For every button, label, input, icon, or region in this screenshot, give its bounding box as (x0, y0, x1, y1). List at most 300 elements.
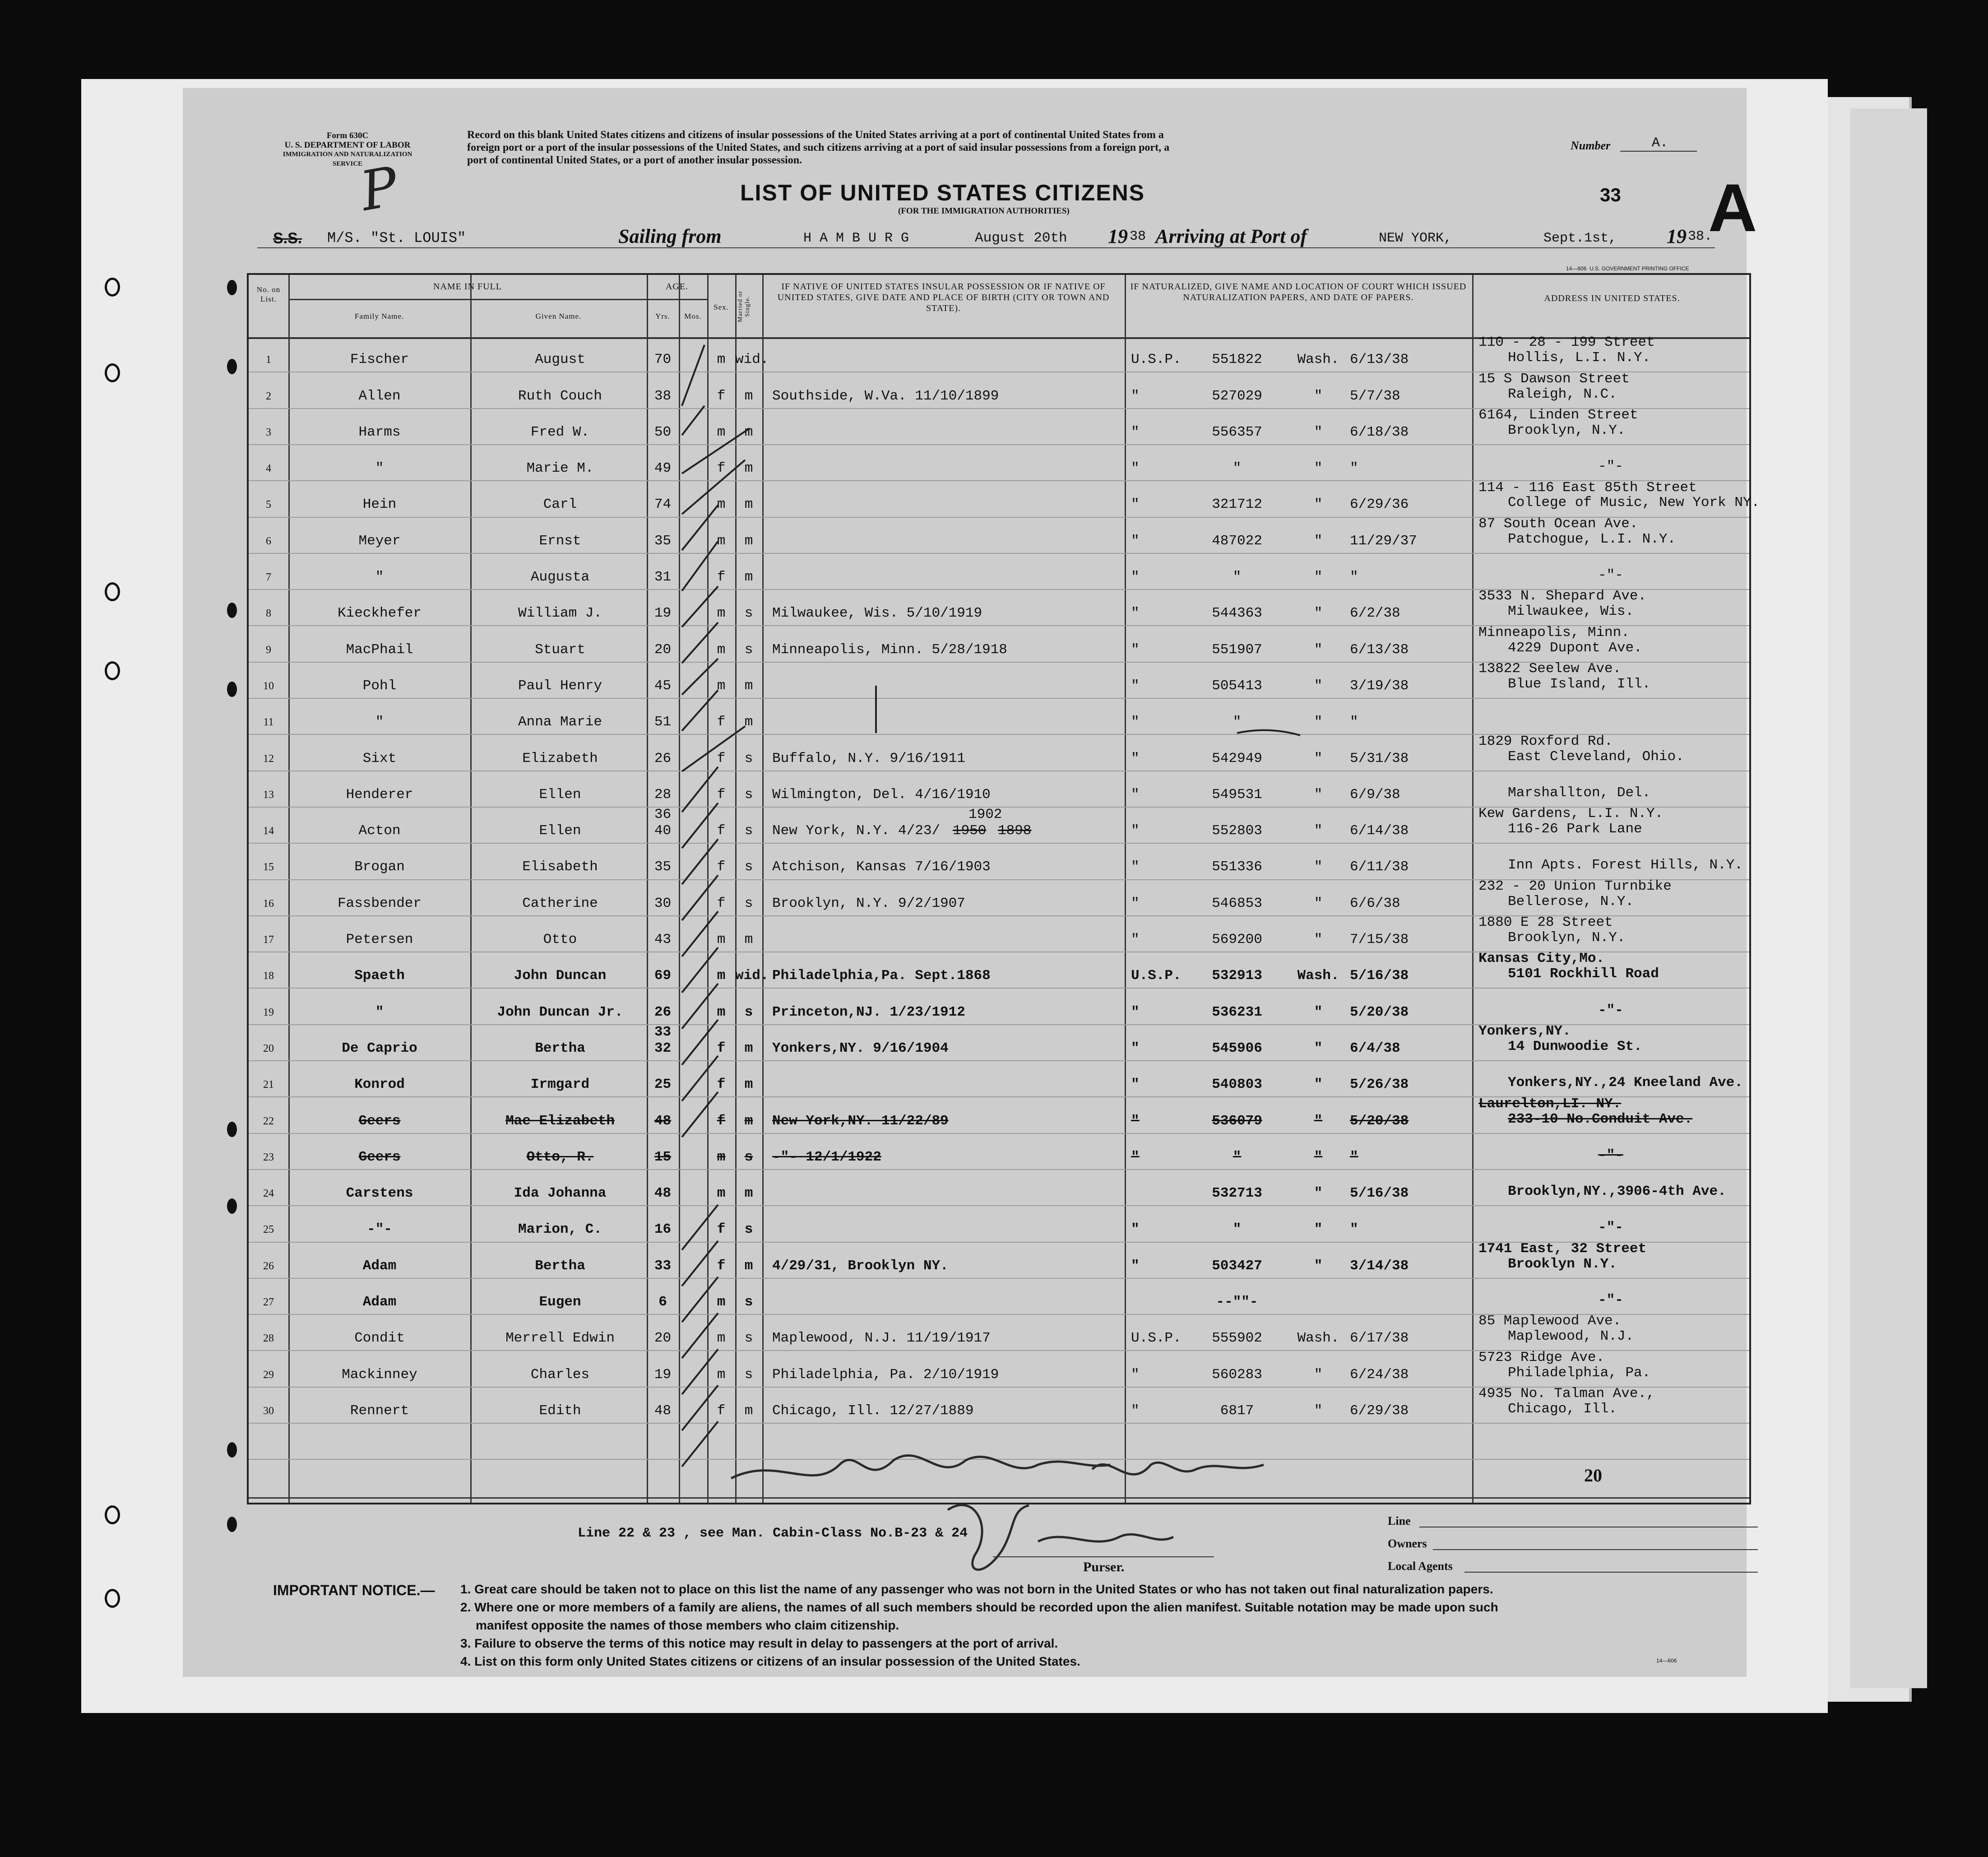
line-label: Line (1388, 1514, 1411, 1527)
cell-sex: f (717, 714, 726, 730)
cell-court: " (1131, 714, 1140, 730)
sailing-port: H A M B U R G (803, 231, 909, 246)
punch-hole (227, 359, 237, 374)
cell-court: " (1131, 424, 1140, 440)
cell-address-line1: 85 Maplewood Ave. (1478, 1313, 1622, 1329)
cell-no: 19 (263, 1006, 274, 1018)
cell-birth: Brooklyn, N.Y. 9/2/1907 (772, 895, 965, 911)
cell-age: 19 (654, 605, 672, 622)
cell-address-line2: -"- (1598, 1147, 1623, 1163)
cell-no: 22 (263, 1115, 274, 1127)
cell-age: 6 (658, 1294, 667, 1310)
cell-court: " (1131, 932, 1140, 948)
arrival-date: Sept.1st, (1543, 231, 1617, 246)
cell-loc: " (1314, 895, 1323, 911)
cell-cert: 527029 (1212, 388, 1262, 404)
cell-family: Hein (362, 497, 397, 513)
cell-cert: 544363 (1212, 605, 1262, 622)
number-value: A. (1652, 135, 1668, 151)
cell-age: 38 (654, 388, 672, 404)
cell-age: 49 (654, 460, 672, 477)
cell-no: 12 (263, 752, 274, 765)
cell-address-line2: -"- (1598, 1002, 1623, 1018)
signatures (722, 1438, 1354, 1582)
manifest-remark: Line 22 & 23 , see Man. Cabin-Class No.B-23 & 24 (578, 1526, 968, 1541)
cell-loc: " (1314, 1185, 1323, 1202)
cell-address-line1: Minneapolis, Minn. (1478, 624, 1630, 641)
cell-address-line2: Blue Island, Ill. (1508, 676, 1651, 692)
form-agency (280, 131, 415, 169)
cell-age: 69 (654, 968, 672, 984)
cell-loc: " (1314, 750, 1323, 766)
cell-date: 5/20/38 (1350, 1113, 1409, 1129)
cell-cert: 536079 (1212, 1113, 1262, 1129)
department-name: U. S. DEPARTMENT OF LABOR (284, 140, 411, 150)
punch-hole (227, 1122, 237, 1137)
cell-sex: m (717, 497, 726, 513)
cell-loc: " (1314, 1221, 1323, 1238)
cell-no: 8 (266, 608, 271, 620)
cell-loc: " (1314, 1258, 1323, 1274)
cell-address-line2: Marshallton, Del. (1508, 785, 1651, 801)
cell-address-line1: Kew Gardens, L.I. N.Y. (1478, 806, 1664, 822)
cell-date: " (1350, 714, 1358, 730)
cell-no: 21 (263, 1079, 274, 1091)
cell-sex: f (717, 388, 726, 404)
cell-court: " (1131, 1221, 1140, 1238)
cell-court: " (1131, 460, 1140, 477)
arrival-year-prefix: 19 (1667, 225, 1687, 247)
header-yrs: Yrs. (655, 312, 670, 320)
cell-sex: m (717, 968, 726, 984)
cell-sex: f (717, 859, 726, 875)
voyage-underline (257, 247, 1715, 248)
cell-address-line1: 232 - 20 Union Turnbike (1478, 878, 1672, 894)
arriving-label: Arriving at Port of (1155, 225, 1307, 247)
cell-court: " (1131, 497, 1140, 513)
cell-address-line2: Raleigh, N.C. (1508, 386, 1617, 402)
header-married: Married or Single. (737, 290, 751, 323)
punch-hole (227, 603, 237, 618)
cell-family: Pohl (362, 678, 397, 694)
cell-address-line2: 5101 Rockhill Road (1508, 966, 1659, 982)
cell-address-line1: 114 - 116 East 85th Street (1478, 479, 1697, 496)
cell-loc: " (1314, 605, 1323, 622)
cell-loc: " (1314, 1366, 1323, 1383)
cell-birth-struck: 1898 (998, 823, 1032, 839)
cell-family: Fischer (350, 352, 409, 368)
cell-date: 11/29/37 (1350, 533, 1417, 549)
cell-address-line2: Philadelphia, Pa. (1508, 1365, 1651, 1381)
cell-cert: 536231 (1212, 1004, 1262, 1020)
cell-ms: m (744, 714, 753, 730)
cell-birth: Philadelphia, Pa. 2/10/1919 (772, 1366, 999, 1383)
cell-ms: m (744, 460, 753, 477)
cell-no: 18 (263, 970, 274, 982)
citizens-table (247, 273, 1760, 1504)
cell-court: " (1131, 1366, 1140, 1383)
header-no: No. on List. (256, 285, 281, 303)
cell-no: 6 (266, 535, 271, 547)
cell-family: -"- (367, 1221, 392, 1238)
cell-date: 3/19/38 (1350, 678, 1409, 694)
cell-ms: wid. (735, 968, 769, 984)
cell-birth: Wilmington, Del. 4/16/1910 (772, 786, 991, 803)
cell-given: Bertha (535, 1258, 585, 1274)
punch-hole (227, 1517, 237, 1532)
cell-family: Mackinney (342, 1366, 417, 1383)
cell-court: " (1131, 823, 1140, 839)
cell-court: " (1131, 605, 1140, 622)
cell-given: Mae Elizabeth (505, 1113, 615, 1129)
cell-court: " (1131, 750, 1140, 766)
cell-age: 26 (654, 1004, 672, 1020)
cell-given: Irmgard (530, 1077, 590, 1093)
checkmark-annotations (249, 275, 1753, 1506)
cell-family: Harms (358, 424, 401, 440)
cell-loc: " (1314, 460, 1323, 477)
header-mos: Mos. (684, 312, 702, 320)
cell-family: " (375, 714, 384, 730)
cell-cert: 545906 (1212, 1040, 1262, 1056)
cell-sex: f (717, 460, 726, 477)
cell-date: 5/7/38 (1350, 388, 1400, 404)
cell-ms: m (744, 1185, 753, 1202)
cell-age-correction: 33 (654, 1024, 672, 1040)
cell-given: Ernst (539, 533, 581, 549)
cell-age: 25 (654, 1077, 672, 1093)
cell-no: 2 (266, 390, 271, 402)
cell-cert: 542949 (1212, 750, 1262, 766)
cell-sex: m (717, 1294, 726, 1310)
cell-date: " (1350, 460, 1358, 477)
cell-no: 16 (263, 897, 274, 910)
cell-given: Eugen (539, 1294, 581, 1310)
cell-cert: 546853 (1212, 895, 1262, 911)
cell-date: 6/14/38 (1350, 823, 1409, 839)
cell-loc: " (1314, 1004, 1323, 1020)
cell-age: 50 (654, 424, 672, 440)
cell-sex: m (717, 352, 726, 368)
cell-ms: s (744, 786, 753, 803)
cell-sex: f (717, 786, 726, 803)
cell-given: Charles (530, 1366, 590, 1383)
cell-address-line1: 15 S Dawson Street (1478, 371, 1630, 387)
form-instructions (467, 129, 1169, 167)
cell-date: " (1350, 1221, 1358, 1238)
sailing-year: 38 (1130, 229, 1146, 244)
cell-age: 43 (654, 932, 672, 948)
cell-cert: 555902 (1212, 1330, 1262, 1346)
cell-cert: " (1233, 569, 1242, 585)
cell-address-line2: Hollis, L.I. N.Y. (1508, 350, 1651, 366)
cell-court: " (1131, 1258, 1140, 1274)
cell-address-line2: Patchogue, L.I. N.Y. (1508, 531, 1676, 547)
cell-address-line2: Inn Apts. Forest Hills, N.Y. (1508, 857, 1743, 873)
service-name: IMMIGRATION AND NATURALIZATION SERVICE (283, 151, 412, 167)
cell-date: 6/11/38 (1350, 859, 1409, 875)
sailing-date: August 20th (975, 230, 1067, 246)
cell-loc: " (1314, 678, 1323, 694)
cell-date: 6/13/38 (1350, 352, 1409, 368)
cell-ms: m (744, 569, 753, 585)
instruction-line: foreign port or a port of the insular possessions of the United States, and such citizens arriving at a port of said insular possessions from a foreign port, a (467, 142, 1170, 153)
cell-given: Elizabeth (522, 750, 598, 766)
page-number: 33 (1600, 184, 1621, 205)
form-number: Form 630C (326, 131, 369, 140)
cell-address-line1: Laurelton,LI. NY. (1478, 1096, 1622, 1112)
cell-no: 20 (263, 1042, 274, 1054)
cell-birth-struck: 1950 (953, 823, 987, 839)
cell-birth: Atchison, Kansas 7/16/1903 (772, 859, 991, 875)
cell-no: 25 (263, 1224, 274, 1236)
cell-loc: " (1314, 1077, 1323, 1093)
cell-given: Ellen (539, 823, 581, 839)
cell-sex: f (717, 823, 726, 839)
cell-address-line1: 110 - 28 - 199 Street (1478, 334, 1655, 351)
cell-date: 6/9/38 (1350, 786, 1400, 803)
cell-address-line2: Brooklyn, N.Y. (1508, 422, 1626, 438)
cell-cert: " (1233, 1149, 1242, 1165)
cell-court: " (1131, 569, 1140, 585)
cell-date: 5/16/38 (1350, 968, 1409, 984)
cell-address-line2: Chicago, Ill. (1508, 1401, 1617, 1417)
punch-hole (227, 280, 237, 295)
cell-given: Paul Henry (518, 678, 602, 694)
notice-list (460, 1582, 1769, 1672)
cell-address-line1: 1880 E 28 Street (1478, 915, 1613, 931)
cell-given: William J. (518, 605, 602, 622)
cell-date: 6/4/38 (1350, 1040, 1400, 1056)
cell-age: 48 (654, 1113, 672, 1129)
cell-family: Rennert (350, 1402, 409, 1419)
cell-court: U.S.P. (1131, 352, 1182, 368)
cell-address-line2: -"- (1598, 1292, 1623, 1309)
cell-no: 30 (263, 1405, 274, 1417)
cell-birth: Maplewood, N.J. 11/19/1917 (772, 1330, 991, 1346)
cell-ms: s (744, 1366, 753, 1383)
cell-date: 6/17/38 (1350, 1330, 1409, 1346)
cell-loc: " (1314, 859, 1323, 875)
cell-loc: " (1314, 497, 1323, 513)
cell-court: " (1131, 533, 1140, 549)
page-letter: A (1708, 170, 1757, 246)
sailing-year-prefix: 19 (1108, 225, 1128, 247)
cell-sex: m (717, 1366, 726, 1383)
cell-given: Carl (543, 497, 577, 513)
cell-family: Condit (354, 1330, 405, 1346)
cell-birth: -"- 12/1/1922 (772, 1149, 881, 1165)
cell-court: " (1131, 786, 1140, 803)
notice-item: 3. Failure to observe the terms of this notice may result in delay to passengers at the port of arrival. (460, 1636, 1058, 1650)
cell-ms: wid. (735, 352, 769, 368)
cell-birth: Minneapolis, Minn. 5/28/1918 (772, 641, 1007, 658)
cell-cert: 549531 (1212, 786, 1262, 803)
punch-hole (227, 1442, 237, 1458)
cell-cert: 505413 (1212, 678, 1262, 694)
cell-loc: " (1314, 1040, 1323, 1056)
cell-cert: 540803 (1212, 1077, 1262, 1093)
cell-address-line2: -"- (1598, 459, 1623, 475)
cell-address-line2: Brooklyn N.Y. (1508, 1256, 1617, 1272)
cell-no: 17 (263, 934, 274, 946)
cell-family: Adam (362, 1258, 397, 1274)
header-sex: Sex. (714, 303, 729, 311)
cell-address-line2: Bellerose, N.Y. (1508, 893, 1634, 910)
cell-given: Merrell Edwin (505, 1330, 615, 1346)
cell-date: " (1350, 1149, 1358, 1165)
cell-sex: m (717, 1004, 726, 1020)
cell-address-line2: 116-26 Park Lane (1508, 821, 1642, 837)
cell-court: U.S.P. (1131, 968, 1182, 984)
cell-family: Fassbender (337, 895, 422, 911)
cell-ms: m (744, 932, 753, 948)
cell-address-line1: 1829 Roxford Rd. (1478, 733, 1613, 749)
cell-loc: " (1314, 932, 1323, 948)
cell-cert: 532913 (1212, 968, 1262, 984)
cell-birth: Buffalo, N.Y. 9/16/1911 (772, 750, 965, 766)
cell-age: 48 (654, 1185, 672, 1202)
cell-address-line2: Milwaukee, Wis. (1508, 604, 1634, 620)
cell-loc: " (1314, 1149, 1323, 1165)
cell-given: Anna Marie (518, 714, 602, 730)
cell-given: Catherine (522, 895, 598, 911)
cell-sex: f (717, 569, 726, 585)
cell-address-line2: East Cleveland, Ohio. (1508, 748, 1684, 765)
arrival-port: NEW YORK, (1379, 231, 1452, 246)
cell-address-line2: 14 Dunwoodie St. (1508, 1038, 1642, 1054)
cell-sex: f (717, 895, 726, 911)
cell-age: 51 (654, 714, 672, 730)
cell-date: 6/6/38 (1350, 895, 1400, 911)
cell-no: 27 (263, 1296, 274, 1309)
cell-birth: Princeton,NJ. 1/23/1912 (772, 1004, 965, 1020)
cell-cert: 556357 (1212, 424, 1262, 440)
binder-hole (105, 1589, 120, 1608)
instruction-line: port of continental United States, or a port of another insular possession. (467, 154, 802, 166)
cell-ms: m (744, 1258, 753, 1274)
cell-sex: f (717, 1258, 726, 1274)
cell-address-line2: 4229 Dupont Ave. (1508, 640, 1642, 656)
cell-ms: m (744, 497, 753, 513)
cell-address-line1: 6164, Linden Street (1478, 407, 1638, 423)
header-age: AGE. (665, 282, 689, 292)
cell-cert: " (1233, 1221, 1242, 1238)
cell-given: Marion, C. (518, 1221, 602, 1238)
cell-sex: m (717, 678, 726, 694)
cell-given: Otto (543, 932, 577, 948)
cell-ms: m (744, 533, 753, 549)
notice-item: 1. Great care should be taken not to place on this list the name of any passenger who was not born in the United States or who has not taken out final naturalization papers. (460, 1582, 1493, 1596)
cell-ms: s (744, 1149, 753, 1165)
cell-no: 11 (263, 716, 274, 729)
vessel-name: M/S. "St. LOUIS" (327, 230, 466, 246)
arrival-year: 38. (1688, 229, 1713, 244)
cell-ms: s (744, 1221, 753, 1238)
header-naturalized: IF NATURALIZED, GIVE NAME AND LOCATION OF COURT WHICH ISSUED NATURALIZATION PAPERS, AND DATE OF PAPERS. (1130, 282, 1467, 302)
cell-family: Kieckhefer (337, 605, 422, 622)
header-family: Family Name. (354, 312, 404, 320)
cell-given: John Duncan Jr. (497, 1004, 623, 1020)
cell-ms: s (744, 1004, 753, 1020)
cell-given: August (535, 352, 585, 368)
cell-age: 16 (654, 1221, 672, 1238)
cell-age: 28 (654, 786, 672, 803)
cell-court: " (1131, 1040, 1140, 1056)
cell-family: Henderer (346, 786, 413, 803)
cell-date: 6/13/38 (1350, 641, 1409, 658)
cell-age: 20 (654, 641, 672, 658)
cell-loc: " (1314, 786, 1323, 803)
tick-marks (682, 345, 1300, 1467)
notice-label: IMPORTANT NOTICE.— (273, 1582, 435, 1598)
cell-age: 33 (654, 1258, 672, 1274)
cell-cert: 321712 (1212, 497, 1262, 513)
purser-line (993, 1556, 1214, 1557)
cell-no: 1 (266, 354, 271, 366)
cell-age: 74 (654, 497, 672, 513)
cell-court: " (1131, 1113, 1140, 1129)
cell-given: Ruth Couch (518, 388, 602, 404)
cell-cert: " (1233, 460, 1242, 477)
cell-family: De Caprio (342, 1040, 417, 1056)
cell-court: " (1131, 1402, 1140, 1419)
cell-family: MacPhail (346, 641, 413, 658)
page-stack-right-inner (1850, 108, 1927, 1688)
cell-ms: m (744, 1040, 753, 1056)
cell-court: U.S.P. (1131, 1330, 1182, 1346)
footer-code: 14—606 (1656, 1657, 1677, 1664)
page-total: 20 (1584, 1465, 1602, 1486)
cell-date: 6/2/38 (1350, 605, 1400, 622)
cell-cert: 560283 (1212, 1366, 1262, 1383)
document-subtitle: (FOR THE IMMIGRATION AUTHORITIES) (898, 206, 1070, 216)
cell-family: Konrod (354, 1077, 405, 1093)
cell-sex: f (717, 750, 726, 766)
ss-label: S.S. (273, 230, 302, 247)
cell-no: 26 (263, 1260, 274, 1272)
cell-sex: m (717, 932, 726, 948)
punch-hole (227, 682, 237, 697)
cell-no: 9 (266, 644, 271, 656)
cell-sex: m (717, 641, 726, 658)
cell-date: 6/18/38 (1350, 424, 1409, 440)
binder-hole (105, 582, 120, 601)
cell-given: Ida Johanna (514, 1185, 607, 1202)
cell-ms: s (744, 1330, 753, 1346)
cell-address-line1: Kansas City,Mo. (1478, 951, 1605, 967)
cell-no: 23 (263, 1151, 274, 1163)
cell-loc: Wash. (1297, 352, 1339, 368)
cell-given: Augusta (530, 569, 590, 585)
cell-no: 29 (263, 1369, 274, 1381)
cell-sex: f (717, 1040, 726, 1056)
cell-sex: m (717, 533, 726, 549)
cell-no: 4 (266, 463, 271, 475)
cell-sex: f (717, 1402, 726, 1419)
cell-court: " (1131, 1077, 1140, 1093)
cell-given: John Duncan (514, 968, 607, 984)
cell-loc: Wash. (1297, 1330, 1339, 1346)
cell-loc: " (1314, 641, 1323, 658)
number-underline (1620, 151, 1697, 152)
cell-given: Edith (539, 1402, 581, 1419)
cell-birth: Philadelphia,Pa. Sept.1868 (772, 968, 991, 984)
cell-address-line2: Yonkers,NY.,24 Kneeland Ave. (1508, 1075, 1743, 1091)
cell-no: 5 (266, 499, 271, 511)
cell-cert: 487022 (1212, 533, 1262, 549)
cell-family: Geers (358, 1113, 401, 1129)
